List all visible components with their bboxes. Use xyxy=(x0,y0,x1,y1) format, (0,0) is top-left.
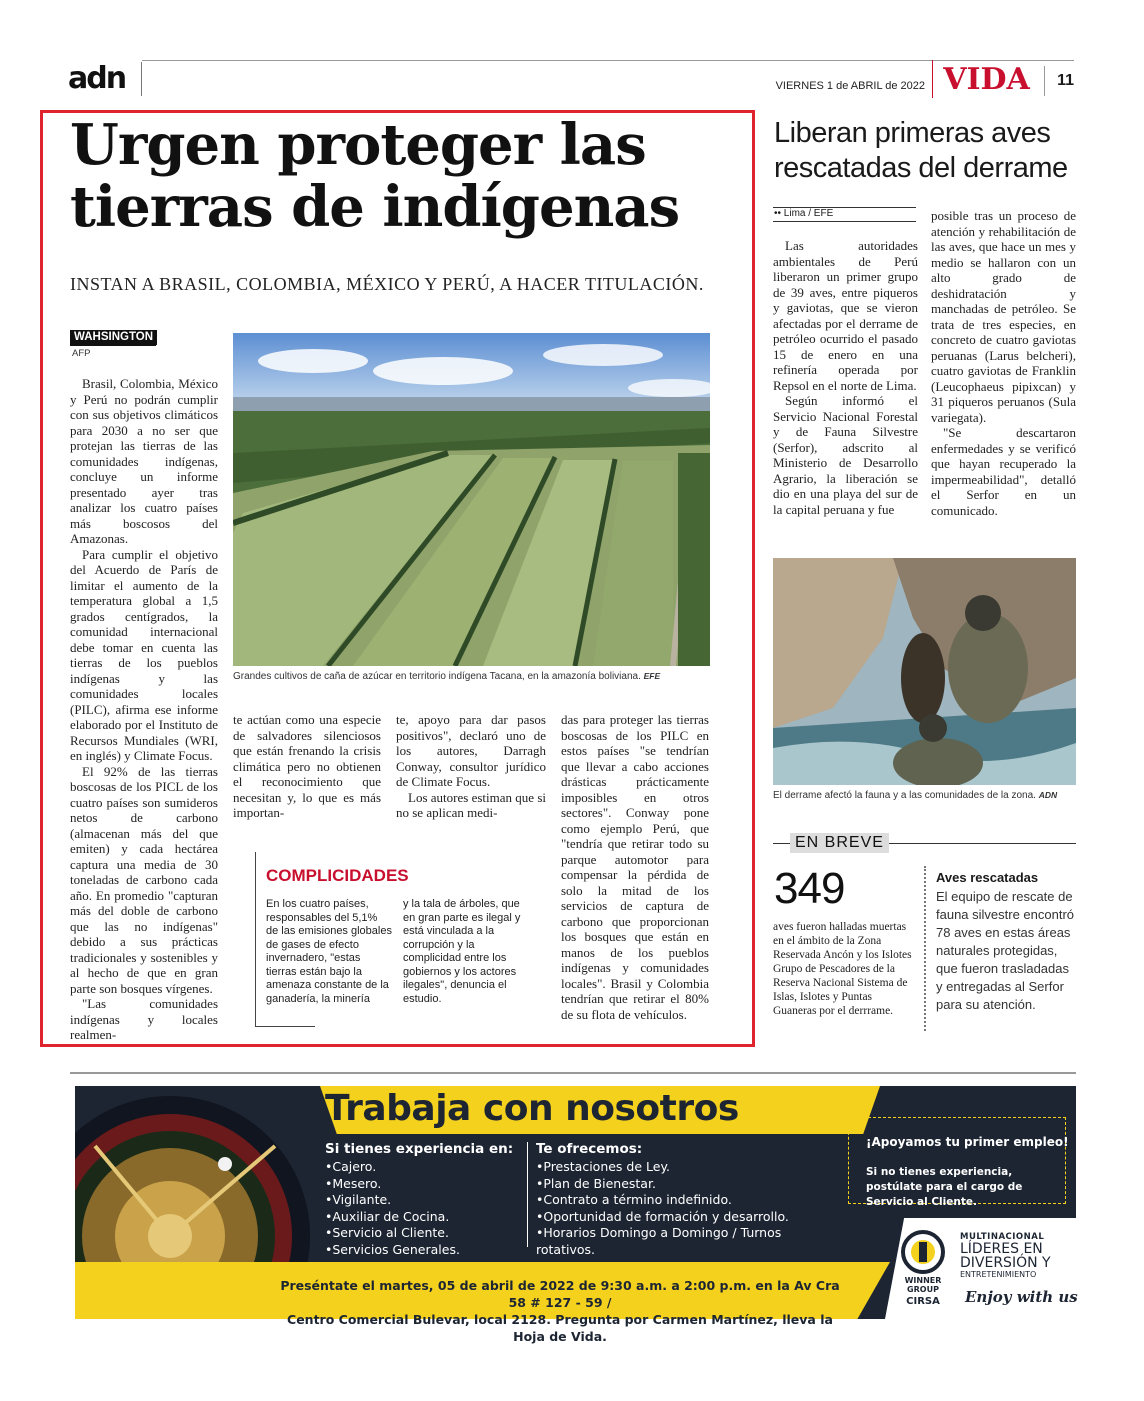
big-number: 349 xyxy=(774,864,845,913)
dateline-rule xyxy=(70,345,156,346)
aerial-landscape-illustration xyxy=(233,333,710,666)
list-item: •Horarios Domingo a Domingo / Turnos rotativos. xyxy=(536,1225,782,1257)
caption-text: Grandes cultivos de caña de azúcar en territorio indígena Tacana, en la amazonía boliviana. xyxy=(233,671,641,682)
dateline: WAHSINGTON xyxy=(70,330,157,345)
ad-footer-text xyxy=(280,1277,840,1345)
paragraph: Según informó el Servicio Nacional Forestal y de Fauna Silvestre (Serfor), adscrito al Ministerio de Desarrollo Agrario, la liberación se dio en una playa del sur de la capital peruana y fue xyxy=(773,393,918,517)
first-job-text: Si no tienes experiencia, postúlate para el cargo de Servicio al Cliente. xyxy=(866,1166,1023,1208)
box-title: COMPLICIDADES xyxy=(266,866,409,885)
paragraph: Los autores estiman que si no se aplican medi- xyxy=(396,789,546,820)
ad-footer-line-2: Centro Comercial Bulevar, local 2128. Pregunta por Carmen Martínez, lleva la Hoja de Vida. xyxy=(287,1312,833,1344)
caption-credit: EFE xyxy=(643,671,661,681)
section-label: VIDA xyxy=(932,60,1040,98)
paragraph: te actúan como una especie de salvadores silenciosos que están frenando la crisis climática pero no obtienen el reconocimiento que necesitan y, lo que es más importan- xyxy=(233,712,381,820)
first-job-title: ¡Apoyamos tu primer empleo! xyxy=(866,1135,1069,1149)
list-item: •Cajero. xyxy=(325,1159,377,1174)
paragraph: Para cumplir el objetivo del Acuerdo de París de limitar el aumento de la temperatura global a 1,5 grados centígrados, la comunidad internacional debe tomar en cuenta las tierras de los pueblos indígenas y las comunidades locales (PILC), afirma ese informe elaborado por el Instituto de Recursos Mundiales (WRI, en inglés) y Climate Focus. xyxy=(70,546,218,763)
paragraph: te, apoyo para dar pasos positivos", declaró uno de los autores, Darragh Conway, consultor jurídico de Climate Focus. xyxy=(396,712,546,789)
side-photo-caption xyxy=(773,790,1076,801)
list-item: •Prestaciones de Ley. xyxy=(536,1159,671,1174)
location-rule-bottom xyxy=(773,221,916,222)
ad-title: Trabaja con nosotros xyxy=(325,1088,739,1129)
list-item: •Plan de Bienestar. xyxy=(536,1175,656,1191)
big-number-text: aves fueron halladas muertas en el ámbito de la Zona Reservada Ancón y los Islotes Grupo de Pescadores de la Reserva Nacional Sistema de Islas, Islotes y Puntas Guaneras por el derrrame. xyxy=(773,921,912,1017)
tagline-line-2: LÍDERES EN DIVERSIÓN Y xyxy=(960,1241,1051,1271)
list-item: •Oportunidad de formación y desarrollo. xyxy=(536,1208,789,1224)
ad-rule xyxy=(70,1072,1076,1074)
paragraph: das para proteger las tierras boscosas de los PILC en estos países "se tendrían que llevar a cabo acciones drásticas prácticamente imposibles en otros sectores". Conway pone como ejemplo Perú, que "tendría que retirar todo su parque automotor para compensar la pérdida de solo la mitad de los servicios de captura de carbono que proporcionan los bosques que están en manos de los pueblos indígenas y comunidades locales". Brasil y Colombia tendrían que retirar el 80% de su flota de vehículos. xyxy=(561,712,709,1022)
adn-logo: adn xyxy=(60,62,142,96)
dotted-separator xyxy=(924,866,926,1031)
list-item: •Mesero. xyxy=(325,1175,382,1191)
paragraph: posible tras un proceso de atención y rehabilitación de las aves, que hace un mes y medio se hallaron con un alto grado de deshidratación y manchadas de petróleo. Se trata de tres especies, en concreto de cuatro gaviotas peruanas (Larus belcheri), cuatro gaviotas de Franklin (Leucophaeus pipixcan) y 31 piqueros peruanos (Sula variegata). xyxy=(931,208,1076,425)
ad-experience-list xyxy=(325,1159,520,1258)
list-item: •Servicios Generales. xyxy=(325,1241,460,1257)
page-number: 11 xyxy=(1044,66,1074,96)
tagline-line-1: MULTINACIONAL xyxy=(960,1232,1045,1242)
main-article-col3 xyxy=(396,712,546,821)
caption-credit: ADN xyxy=(1038,790,1058,800)
list-item: •Auxiliar de Cocina. xyxy=(325,1208,450,1224)
ad-footer-line-1: Preséntate el martes, 05 de abril de 2022 de 9:30 a.m. a 2:00 p.m. en la Av Cra 58 # 127 - 59 / xyxy=(280,1278,840,1310)
photo-caption xyxy=(233,671,713,682)
list-item: •Contrato a término indefinido. xyxy=(536,1192,732,1207)
side-article-col2 xyxy=(931,208,1076,518)
side-headline: Liberan primeras aves rescatadas del derrame xyxy=(774,117,1068,184)
brief-title: Aves rescatadas xyxy=(936,870,1039,885)
sponsor-tagline xyxy=(960,1232,1072,1279)
bird-rescue-photo xyxy=(773,558,1076,785)
cirsa-text: CIRSA xyxy=(906,1296,940,1307)
main-article-col1 xyxy=(70,376,218,1043)
headline-line-1: Urgen proteger las xyxy=(70,112,646,178)
main-article-col4 xyxy=(561,712,709,1022)
box-rule-bottom xyxy=(255,1026,315,1027)
ad-offer-list xyxy=(536,1159,841,1258)
side-location: •• Lima / EFE xyxy=(774,208,834,219)
issue-date: VIERNES 1 de ABRIL de 2022 xyxy=(775,80,925,92)
paragraph: Brasil, Colombia, México y Perú no podrán cumplir con sus objetivos climáticos para 2030 a no ser que protejan las tierras de las comunidades indígenas, concluye un informe presentado ayer tras analizar los cuatro países más boscosos del Amazonas. xyxy=(70,376,218,546)
article-source: AFP xyxy=(72,348,91,359)
box-rule-left xyxy=(255,852,256,1027)
caption-text: El derrame afectó la fauna y a las comunidades de la zona. xyxy=(773,790,1036,801)
paragraph: "Se descartaron enfermedades y se verificó que hayan recuperado la impermeabilidad", detalló el Serfor en un comunicado. xyxy=(931,425,1076,518)
paragraph: El 92% de las tierras boscosas de los PICL de los cuatro países son sumideros netos de carbono (almacenan más del que emiten) y cada hectárea captura una media de 30 toneladas de carbono cada año. En promedio "capturan más del doble de carbono que las no indígenas" debido a sus prácticas tradicionales y sostenibles y al hecho de que en gran parte son bosques vírgenes. xyxy=(70,763,218,996)
brief-text: El equipo de rescate de fauna silvestre encontró 78 aves en estas áreas naturales protegidas, que fueron trasladadas y entregadas al Serfor para su atención. xyxy=(936,889,1075,1012)
rescue-scene-illustration xyxy=(773,558,1076,785)
winner-group-logo-icon xyxy=(897,1228,949,1276)
ad-offer-heading: Te ofrecemos: xyxy=(536,1141,643,1157)
main-subheadline: INSTAN A BRASIL, COLOMBIA, MÉXICO Y PERÚ, A HACER TITULACIÓN. xyxy=(70,274,704,294)
sugarcane-fields-photo xyxy=(233,333,710,666)
side-article-col1 xyxy=(773,238,918,517)
winner-group-text: WINNER GROUP xyxy=(904,1276,942,1294)
paragraph: "Las comunidades indígenas y locales realmen- xyxy=(70,996,218,1042)
main-article-col2 xyxy=(233,712,381,821)
main-headline xyxy=(70,114,740,238)
enjoy-slogan: Enjoy with us xyxy=(965,1288,1078,1306)
list-item: •Servicio al Cliente. xyxy=(325,1225,449,1240)
en-breve-label: EN BREVE xyxy=(790,833,889,853)
paragraph: Las autoridades ambientales de Perú liberaron un primer grupo de 39 aves, entre piqueros y gaviotas, que se vieron afectadas por el derrame de petróleo ocurrido el pasado 15 de enero en una refinería operada por Repsol en el norte de Lima. xyxy=(773,238,918,393)
tagline-line-3: ENTRETENIMIENTO xyxy=(960,1270,1037,1279)
ad-column-separator xyxy=(527,1142,528,1247)
box-col2: y la tala de árboles, que en gran parte es ilegal y está vinculada a la corrupción y la complicidad entre los gobiernos y los actores ilegales", denuncia el estudio. xyxy=(403,898,521,1005)
list-item: •Vigilante. xyxy=(325,1192,392,1207)
box-col1: En los cuatro países, responsables del 5,1% de las emisiones globales de gases de efecto invernadero, "estas tierras están bajo la amenaza constante de la ganadería, la minería xyxy=(266,898,392,1005)
headline-line-2: tierras de indígenas xyxy=(70,174,680,240)
ad-experience-heading: Si tienes experiencia en: xyxy=(325,1141,514,1157)
